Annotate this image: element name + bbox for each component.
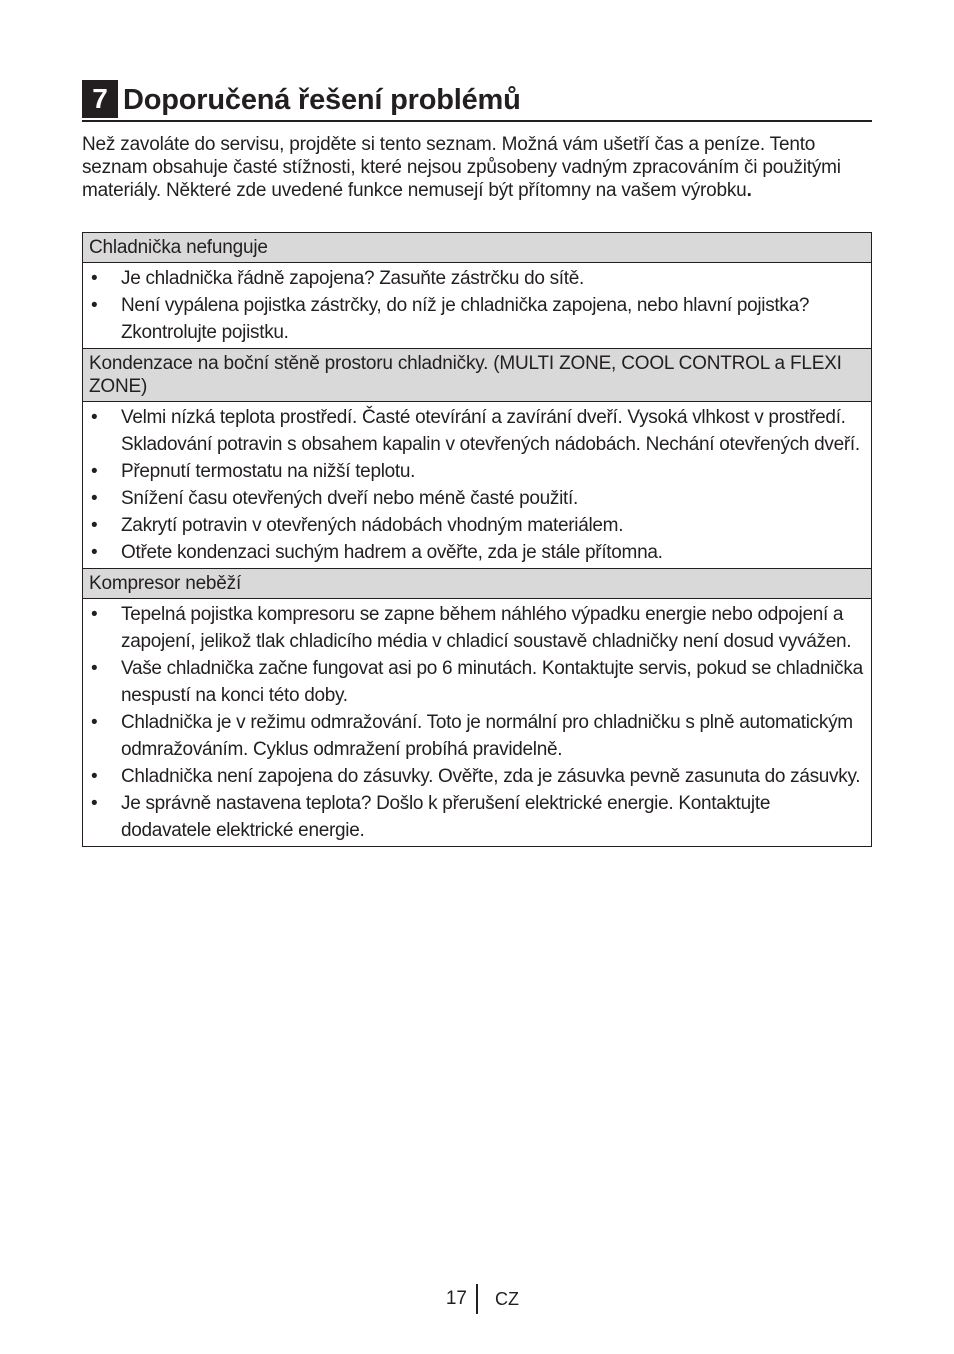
bullet-icon: • bbox=[91, 712, 98, 733]
section-body-condensation bbox=[83, 402, 871, 569]
bullet-icon: • bbox=[91, 407, 98, 428]
list-item bbox=[89, 655, 863, 709]
list-item bbox=[89, 601, 863, 655]
list-item bbox=[89, 485, 863, 512]
bullet-list bbox=[89, 404, 863, 566]
list-item-text: Je chladnička řádně zapojena? Zasuňte zástrčku do sítě. bbox=[121, 268, 585, 289]
list-item bbox=[89, 763, 863, 790]
list-item bbox=[89, 539, 863, 566]
list-item-text: Zakrytí potravin v otevřených nádobách vhodným materiálem. bbox=[121, 515, 624, 536]
section-title-compressor: Kompresor neběží bbox=[83, 569, 871, 599]
bullet-icon: • bbox=[91, 766, 98, 787]
list-item-text: Přepnutí termostatu na nižší teplotu. bbox=[121, 461, 416, 482]
page-title: Doporučená řešení problémů bbox=[123, 84, 521, 116]
list-item-text: Velmi nízká teplota prostředí. Časté otevírání a zavírání dveří. Vysoká vlhkost v prostředí. Skladování potravin s obsahem kapalin v otevřených nádobách. Nechání otevřených dveří. bbox=[121, 407, 860, 455]
bullet-icon: • bbox=[91, 658, 98, 679]
bullet-icon: • bbox=[91, 604, 98, 625]
list-item bbox=[89, 404, 863, 458]
bullet-icon: • bbox=[91, 461, 98, 482]
bullet-icon: • bbox=[91, 542, 98, 563]
troubleshooting-table bbox=[82, 232, 872, 847]
section-title-condensation: Kondenzace na boční stěně prostoru chladničky. (MULTI ZONE, COOL CONTROL a FLEXI ZONE) bbox=[83, 349, 871, 402]
intro-paragraph bbox=[82, 133, 872, 202]
list-item-text: Chladnička není zapojena do zásuvky. Ověřte, zda je zásuvka pevně zasunuta do zásuvky. bbox=[121, 766, 861, 787]
list-item-text: Snížení času otevřených dveří nebo méně časté použití. bbox=[121, 488, 578, 509]
list-item-text: Vaše chladnička začne fungovat asi po 6 minutách. Kontaktujte servis, pokud se chladnička nespustí na konci této doby. bbox=[121, 658, 863, 706]
intro-text: Než zavoláte do servisu, projděte si tento seznam. Možná vám ušetří čas a peníze. Tento seznam obsahuje časté stížnosti, které nejsou způsobeny vadným zpracováním či použitými materiály. Některé zde uvedené funkce nemusejí být přítomny na vašem výrobku bbox=[82, 134, 841, 201]
section-title-not-working: Chladnička nefunguje bbox=[83, 233, 871, 263]
list-item bbox=[89, 265, 863, 292]
section-heading bbox=[82, 80, 872, 122]
list-item bbox=[89, 458, 863, 485]
list-item bbox=[89, 512, 863, 539]
bullet-icon: • bbox=[91, 295, 98, 316]
language-code: CZ bbox=[495, 1289, 519, 1309]
section-body-compressor bbox=[83, 599, 871, 846]
list-item bbox=[89, 292, 863, 346]
bullet-list bbox=[89, 601, 863, 844]
list-item-text: Otřete kondenzaci suchým hadrem a ověřte, zda je stále přítomna. bbox=[121, 542, 663, 563]
list-item-text: Chladnička je v režimu odmražování. Toto je normální pro chladničku s plně automatickým odmražováním. Cyklus odmražení probíhá pravidelně. bbox=[121, 712, 853, 760]
section-body-not-working bbox=[83, 263, 871, 349]
bullet-icon: • bbox=[91, 515, 98, 536]
bullet-icon: • bbox=[91, 793, 98, 814]
list-item bbox=[89, 790, 863, 844]
intro-end-mark: . bbox=[746, 180, 752, 201]
page-footer bbox=[0, 1284, 954, 1314]
page-content bbox=[82, 80, 872, 847]
bullet-icon: • bbox=[91, 488, 98, 509]
page-number: 17 bbox=[445, 1288, 467, 1309]
footer-divider bbox=[476, 1284, 478, 1314]
list-item-text: Není vypálena pojistka zástrčky, do níž je chladnička zapojena, nebo hlavní pojistka? Zkontrolujte pojistku. bbox=[121, 295, 810, 343]
list-item-text: Je správně nastavena teplota? Došlo k přerušení elektrické energie. Kontaktujte dodavatele elektrické energie. bbox=[121, 793, 771, 841]
chapter-number: 7 bbox=[82, 80, 118, 118]
list-item bbox=[89, 709, 863, 763]
bullet-list bbox=[89, 265, 863, 346]
bullet-icon: • bbox=[91, 268, 98, 289]
list-item-text: Tepelná pojistka kompresoru se zapne během náhlého výpadku energie nebo odpojení a zapojení, jelikož tlak chladicího média v chladicí soustavě chladničky není dosud vyvážen. bbox=[121, 604, 852, 652]
